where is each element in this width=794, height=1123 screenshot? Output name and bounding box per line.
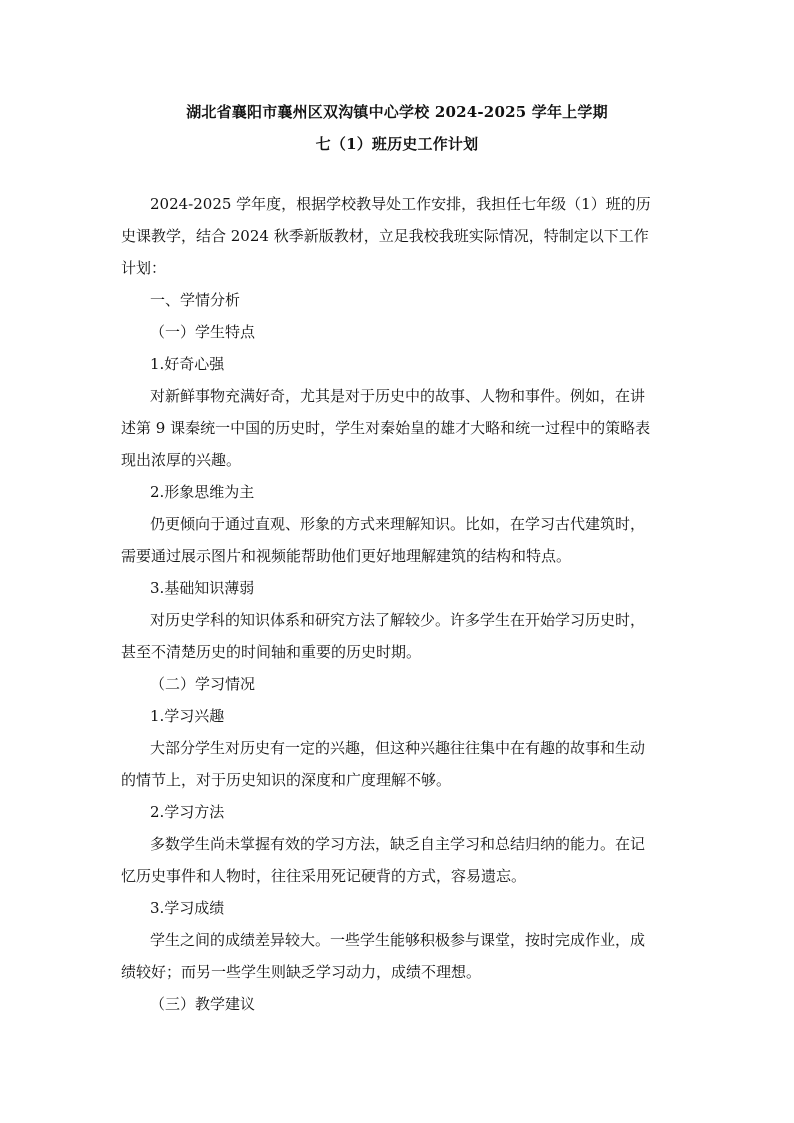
subsection-heading: （三）教学建议: [150, 995, 256, 1013]
document-body: [121, 188, 681, 1020]
item-heading: 2.学习方法: [150, 803, 225, 821]
paragraph-line: 史课教学，结合 2024 秋季新版教材，立足我校我班实际情况，特制定以下工作: [121, 227, 649, 245]
paragraph-line: 2024-2025 学年度，根据学校教导处工作安排，我担任七年级（1）班的历: [150, 195, 651, 213]
paragraph-line: 述第 9 课秦统一中国的历史时，学生对秦始皇的雄才大略和统一过程中的策略表: [121, 419, 651, 437]
paragraph-line: 忆历史事件和人物时，往往采用死记硬背的方式，容易遗忘。: [121, 867, 527, 885]
paragraph-line: 绩较好；而另一些学生则缺乏学习动力，成绩不理想。: [121, 963, 482, 981]
paragraph-line: 的情节上，对于历史知识的深度和广度理解不够。: [121, 771, 452, 789]
paragraph-line: 对新鲜事物充满好奇，尤其是对于历史中的故事、人物和事件。例如，在讲: [150, 387, 646, 405]
section-heading: 一、学情分析: [150, 291, 241, 309]
paragraph-line: 需要通过展示图片和视频能帮助他们更好地理解建筑的结构和特点。: [121, 547, 572, 565]
paragraph-line: 对历史学科的知识体系和研究方法了解较少。许多学生在开始学习历史时，: [150, 611, 646, 629]
paragraph-line: 仍更倾向于通过直观、形象的方式来理解知识。比如，在学习古代建筑时，: [150, 515, 646, 533]
document-title-line-2: 七（1）班历史工作计划: [315, 135, 479, 153]
item-heading: 2.形象思维为主: [150, 483, 255, 501]
item-heading: 1.好奇心强: [150, 355, 225, 373]
paragraph-line: 多数学生尚未掌握有效的学习方法，缺乏自主学习和总结归纳的能力。在记: [150, 835, 646, 853]
item-heading: 3.学习成绩: [150, 899, 225, 917]
document-title-line-1: 湖北省襄阳市襄州区双沟镇中心学校 2024-2025 学年上学期: [186, 103, 608, 121]
item-heading: 1.学习兴趣: [150, 707, 225, 725]
paragraph-line: 计划：: [121, 259, 167, 277]
paragraph-line: 学生之间的成绩差异较大。一些学生能够积极参与课堂，按时完成作业，成: [150, 931, 646, 949]
subsection-heading: （一）学生特点: [150, 323, 256, 341]
paragraph-line: 甚至不清楚历史的时间轴和重要的历史时期。: [121, 643, 422, 661]
subsection-heading: （二）学习情况: [150, 675, 256, 693]
paragraph-line: 现出浓厚的兴趣。: [121, 451, 242, 469]
paragraph-line: 大部分学生对历史有一定的兴趣，但这种兴趣往往集中在有趣的故事和生动: [150, 739, 646, 757]
item-heading: 3.基础知识薄弱: [150, 579, 255, 597]
